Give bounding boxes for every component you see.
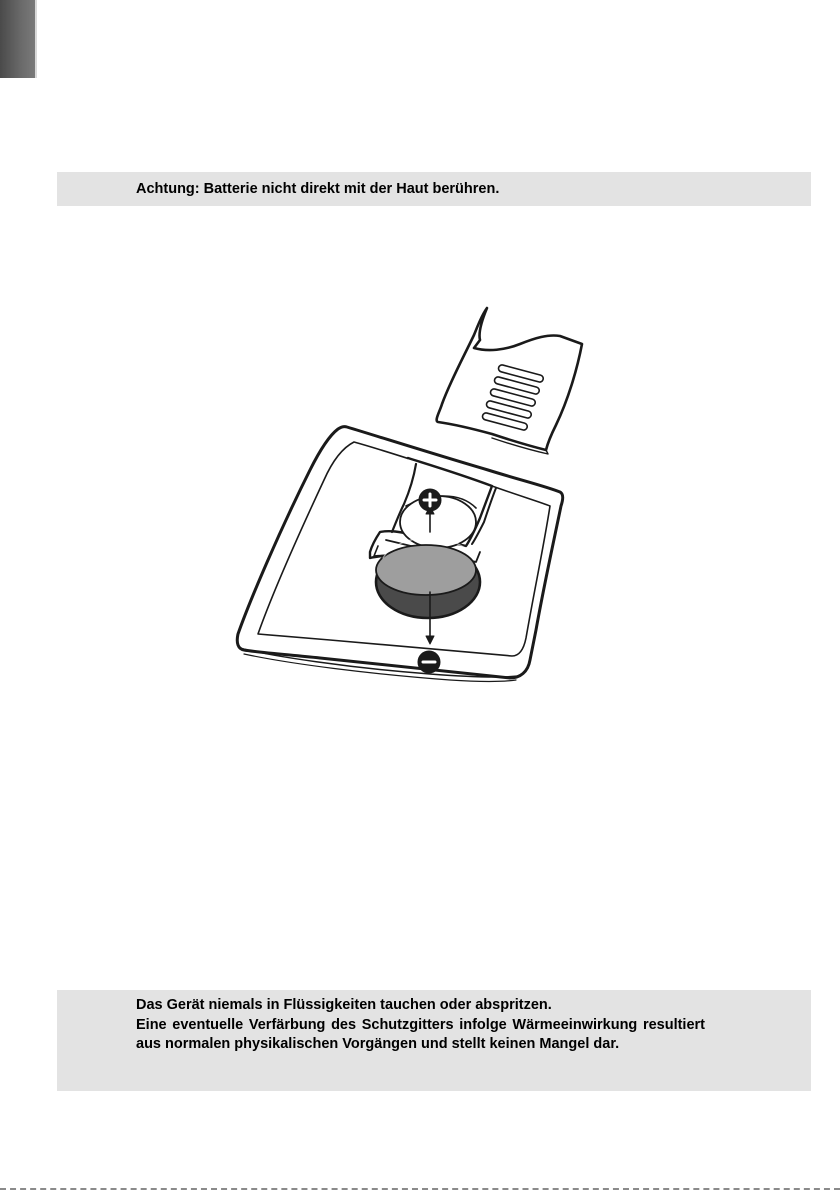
plus-polarity-icon xyxy=(419,489,441,511)
chapter-tab-edge xyxy=(35,0,37,78)
care-notice-line2: Eine eventuelle Verfärbung des Schutzgitters infolge Wärmeeinwirkung resultiert aus normalen physikalischen Vorgängen und stellt keinen Mangel dar. xyxy=(136,1016,705,1052)
care-notice-line1: Das Gerät niemals in Flüssigkeiten tauchen oder abspritzen. xyxy=(136,997,552,1013)
battery-cover xyxy=(437,308,582,454)
battery-warning-box xyxy=(57,172,811,206)
battery-replacement-illustration xyxy=(230,300,600,705)
page-bottom-rule xyxy=(0,1188,840,1190)
battery-warning-text: Achtung: Batterie nicht direkt mit der Haut berühren. xyxy=(136,181,500,197)
minus-polarity-icon xyxy=(418,651,440,673)
chapter-tab xyxy=(0,0,35,78)
care-notice-box xyxy=(57,990,811,1091)
